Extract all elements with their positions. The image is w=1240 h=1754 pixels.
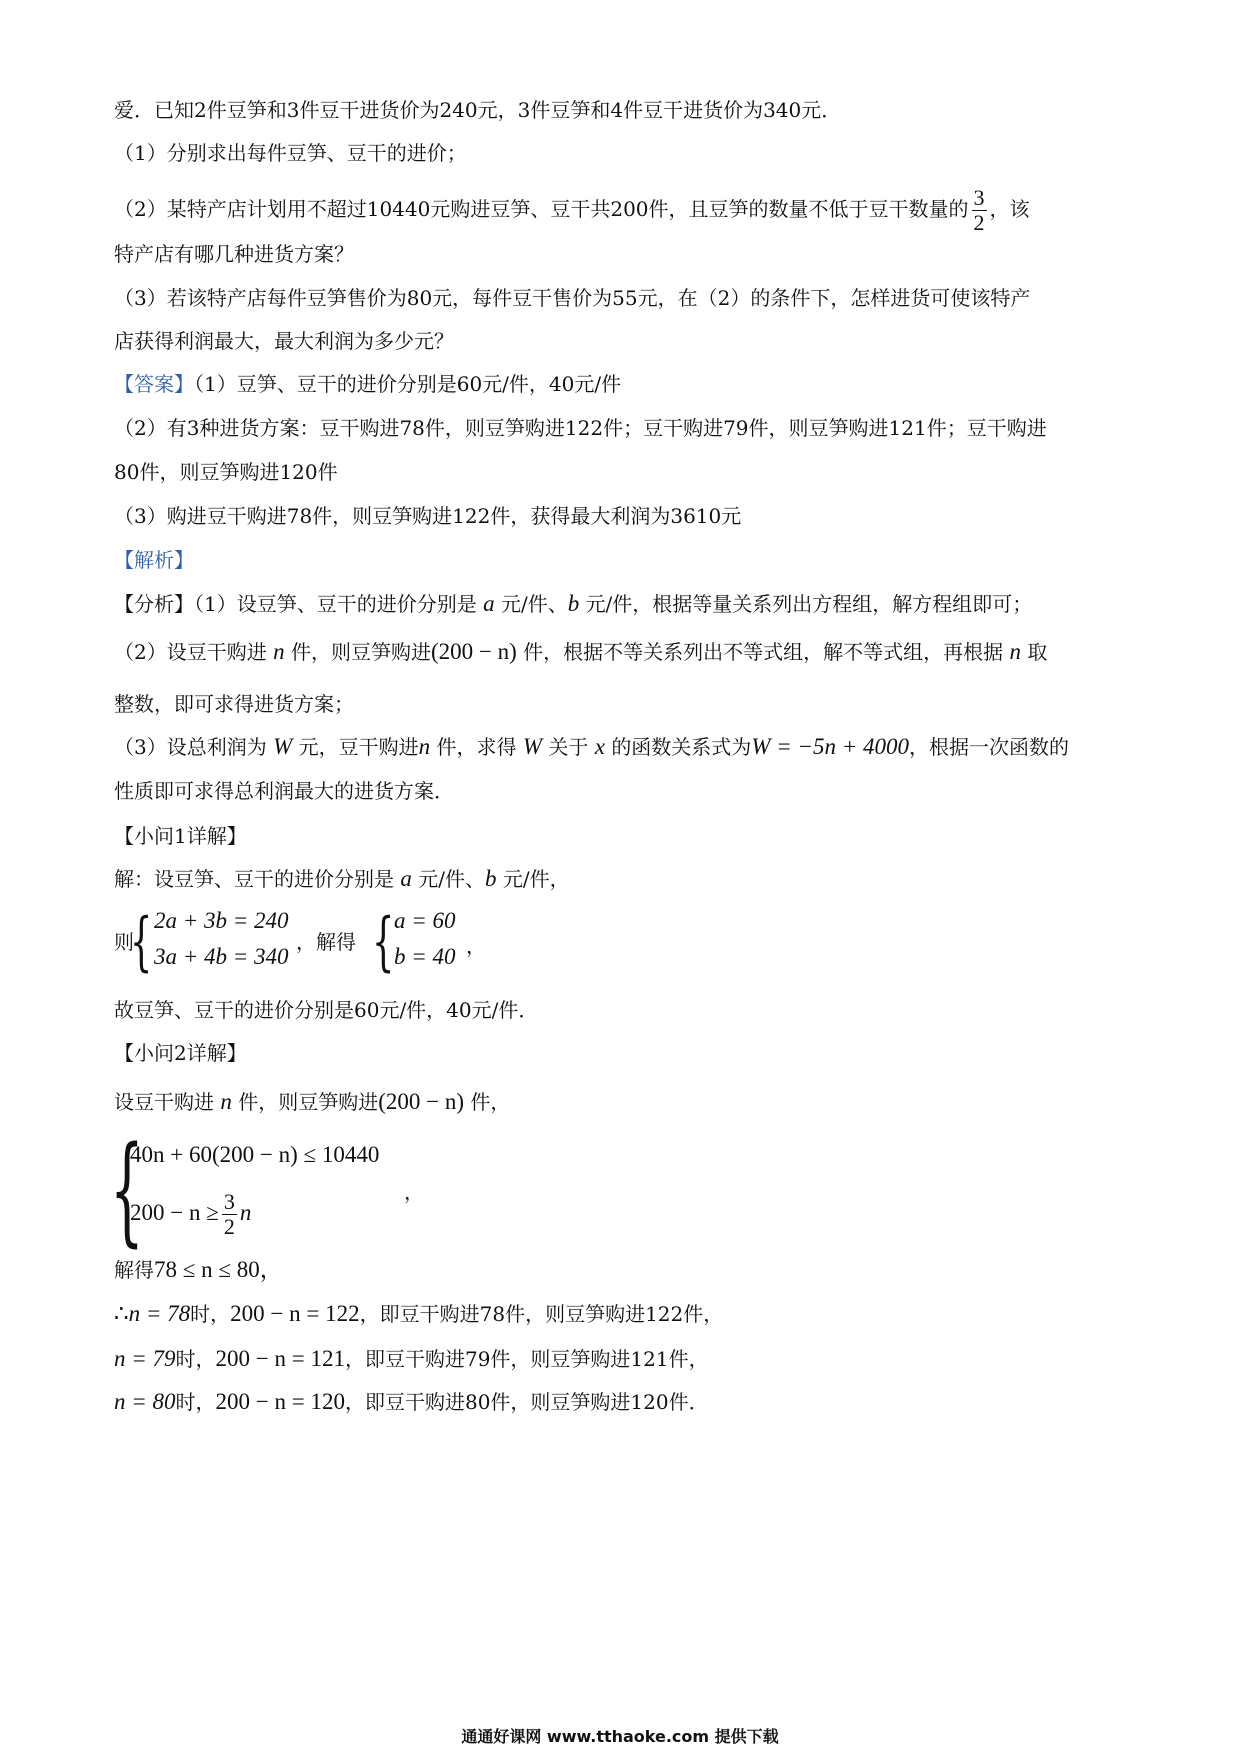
answer-line: 【答案】（1）豆笋、豆干的进价分别是60元/件，40元/件: [114, 372, 622, 396]
text-line: 特产店有哪几种进货方案？: [114, 242, 354, 266]
brace-icon: {: [130, 905, 153, 979]
answer-3: （3）购进豆干购进78件，则豆笋购进122件，获得最大利润为3610元: [114, 504, 742, 528]
answer-2: （2）有3种进货方案：豆干购进78件，则豆笋购进122件；豆干购进79件，则豆笋购进121件；豆干购进: [114, 416, 1047, 440]
solution-line: 解：设豆笋、豆干的进价分别是 a 元/件、b 元/件，: [114, 866, 570, 891]
text-line: 性质即可求得总利润最大的进货方案．: [114, 779, 454, 803]
text-jiede: ，解得: [296, 930, 356, 954]
brace-icon: {: [110, 1120, 144, 1258]
conclusion-1: 故豆笋、豆干的进价分别是60元/件，40元/件．: [114, 998, 539, 1022]
subquestion-2-heading: 【小问2详解】: [114, 1041, 247, 1065]
text-ze: 则: [114, 930, 134, 954]
analysis-1: 【分析】（1）设豆笋、豆干的进价分别是 a 元/件、b 元/件，根据等量关系列出方程组，解方程组即可；: [114, 591, 1033, 616]
question-1: （1）分别求出每件豆笋、豆干的进价；: [114, 141, 467, 165]
question-2: （2）某特产店计划用不超过10440元购进豆笋、豆干共200件，且豆笋的数量不低于豆干数量的 $\frac{3}{2}$ ，该: [114, 185, 1030, 235]
text-line: 店获得利润最大，最大利润为多少元？: [114, 329, 454, 353]
analysis-tag: 【解析】: [114, 548, 194, 572]
question-3: （3）若该特产店每件豆笋售价为80元，每件豆干售价为55元，在（2）的条件下，怎样进货可使该特产: [114, 286, 1031, 310]
footer-watermark: 通通好课网 www.tthaoke.com 提供下载: [461, 1727, 779, 1746]
text-comma: ，: [404, 1180, 424, 1204]
fraction-three-halves: $\frac{3}{2}$: [973, 185, 985, 235]
text-line: 80件，则豆笋购进120件: [114, 460, 338, 484]
solution-line: 设豆干购进 n 件，则豆笋购进(200 − n) 件，: [114, 1089, 511, 1114]
case-line: n = 80时，200 − n = 120，即豆干购进80件，则豆笋购进120件．: [114, 1389, 709, 1414]
analysis-2: （2）设豆干购进 n 件，则豆笋购进(200 − n) 件，根据不等关系列出不等式组，解不等式组，再根据 n 取: [114, 639, 1048, 664]
case-line: ∴n = 78时，200 − n = 122，即豆干购进78件，则豆笋购进122件，: [114, 1301, 724, 1326]
text-line: 爱．已知2件豆笋和3件豆干进货价为240元，3件豆笋和4件豆干进货价为340元．: [114, 98, 842, 122]
case-line: n = 79时，200 − n = 121，即豆干购进79件，则豆笋购进121件，: [114, 1346, 709, 1371]
subquestion-1-heading: 【小问1详解】: [114, 824, 247, 848]
answer-tag: 【答案】: [114, 372, 194, 396]
fraction-three-halves: $\frac{3}{2}$: [223, 1189, 235, 1239]
text-line: 整数，即可求得进货方案；: [114, 692, 354, 716]
text-comma: ，: [466, 934, 486, 958]
solution-result: 解得78 ≤ n ≤ 80，: [114, 1257, 283, 1282]
analysis-3: （3）设总利润为 W 元，豆干购进n 件，求得 W 关于 x 的函数关系式为W = −5n + 4000，根据一次函数的: [114, 734, 1070, 759]
brace-icon: {: [372, 905, 395, 979]
